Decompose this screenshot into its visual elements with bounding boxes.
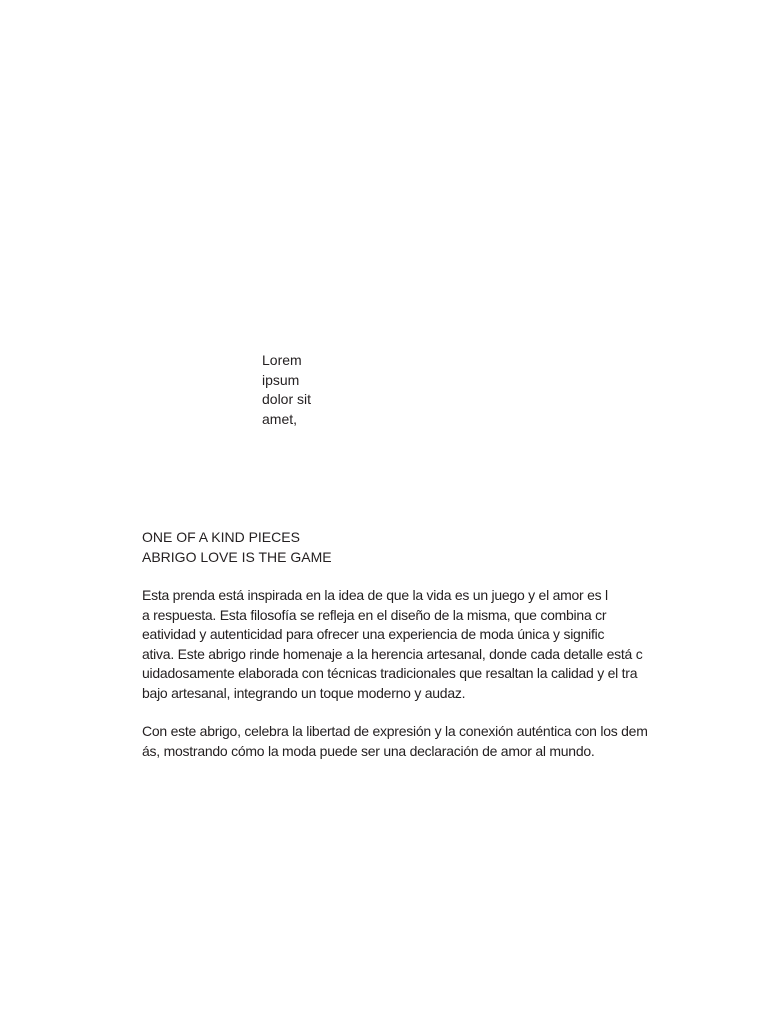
paragraph-line: bajo artesanal, integrando un toque moderno y audaz. [142, 684, 466, 701]
collection-title: ONE OF A KIND PIECES [142, 529, 300, 545]
paragraph-line: eatividad y autenticidad para ofrecer una experiencia de moda única y signific [142, 626, 605, 642]
paragraph-line: ás, mostrando cómo la moda puede ser una declaración de amor al mundo. [142, 742, 595, 759]
paragraph-line: ativa. Este abrigo rinde homenaje a la herencia artesanal, donde cada detalle está c [142, 645, 643, 662]
paragraph-line: Esta prenda está inspirada en la idea de que la vida es un juego y el amor es l [142, 587, 608, 603]
description-paragraph-1 [142, 586, 642, 703]
lorem-line: dolor sit [262, 391, 312, 407]
lorem-line: ipsum [262, 371, 300, 388]
lorem-ipsum-placeholder [262, 351, 311, 429]
lorem-line: amet, [262, 410, 298, 427]
paragraph-line: uidadosamente elaborada con técnicas tradicionales que resaltan la calidad y el tra [142, 665, 638, 681]
paragraph-line: a respuesta. Esta filosofía se refleja en el diseño de la misma, que combina cr [142, 606, 607, 623]
lorem-line: Lorem [262, 352, 302, 368]
description-paragraph-2 [142, 722, 648, 761]
product-title: ABRIGO LOVE IS THE GAME [142, 548, 332, 565]
product-heading [142, 528, 332, 567]
paragraph-line: Con este abrigo, celebra la libertad de expresión y la conexión auténtica con los dem [142, 723, 648, 739]
